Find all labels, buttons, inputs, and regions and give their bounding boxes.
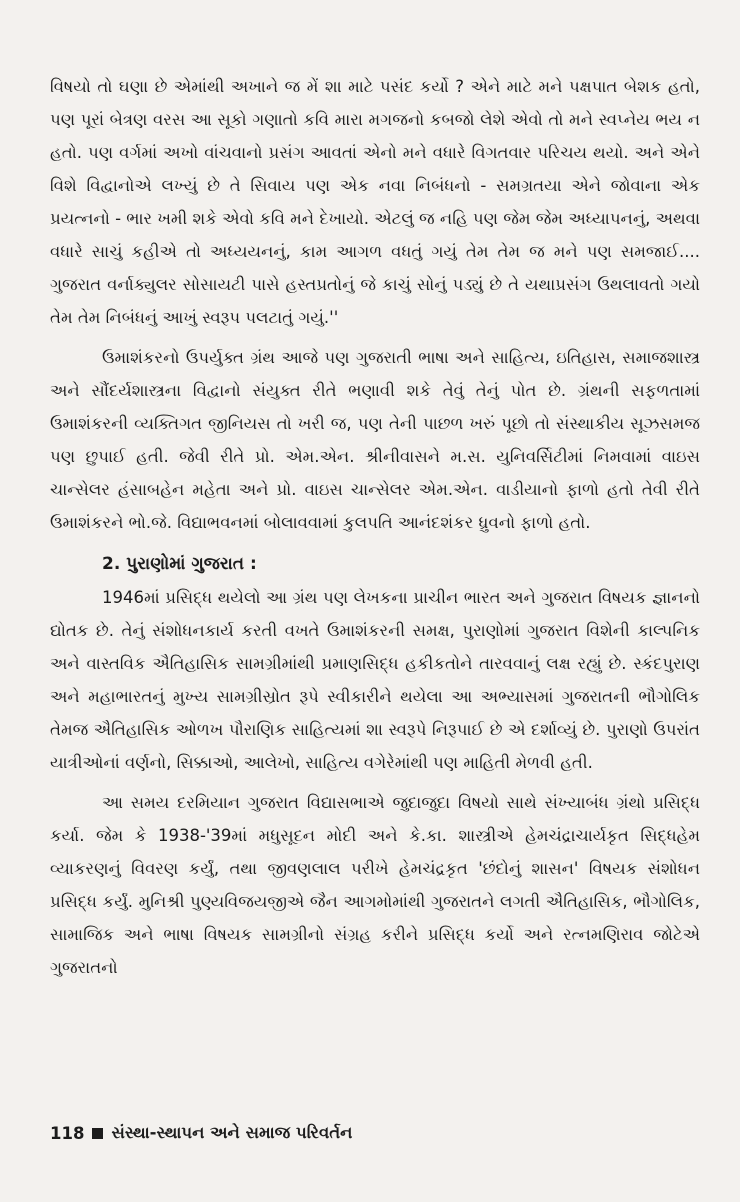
section-heading: 2. પુરાણોમાં ગુજરાત :: [102, 554, 257, 574]
paragraph-quote-end: વિષયો તો ઘણા છે એમાંથી અખાને જ મેં શા માટે પસંદ કર્યો ? એને માટે મને પક્ષપાત બેશક હતો, પણ પૂરાં બેત્રણ વરસ આ સૂકો ગણાતો કવિ મારા મગજનો કબજો લેશે એવો તો મને સ્વપ્નેય ભય ન હતો. પણ વર્ગમાં અખો વાંચવાનો પ્રસંગ આવતાં એનો મને વધારે વિગતવાર પરિચય થયો. અને એને વિશે વિદ્વાનોએ લખ્યું છે તે સિવાય પણ એક નવા નિબંધનો - સમગ્રતયા એને જોવાના એક પ્રયત્નનો - ભાર ખમી શકે એવો કવિ મને દેખાયો. એટલું જ નહિ પણ જેમ જેમ અધ્યાપનનું, અથવા વધારે સાચું કહીએ તો અધ્યયનનું, કામ આગળ વધતું ગયું તેમ તેમ જ મને પણ સમજાઈ.... ગુજરાત વર્નાક્યુલર સોસાયટી પાસે હસ્તપ્રતોનું જે કાચું સોનું પડ્યું છે તે યથાપ્રસંગ ઉથલાવતો ગયો તેમ તેમ નિબંધનું આખું સ્વરૂપ પલટાતું ગયું.'': [50, 77, 700, 327]
book-title: સંસ્થા-સ્થાપન અને સમાજ પરિવર્તન: [111, 1123, 353, 1142]
paragraph-puranas: 1946માં પ્રસિદ્ધ થયેલો આ ગ્રંથ પણ લેખકના પ્રાચીન ભારત અને ગુજરાત વિષયક જ્ઞાનનો દ્યોતક છે. તેનું સંશોધનકાર્ય કરતી વખતે ઉમાશંકરની સમક્ષ, પુરાણોમાં ગુજરાત વિશેની કાલ્પનિક અને વાસ્તવિક ઐતિહાસિક સામગ્રીમાંથી પ્રમાણસિદ્ધ હકીકતોને તારવવાનું લક્ષ રહ્યું છે. સ્કંદપુરાણ અને મહાભારતનું મુખ્ય સામગ્રીસ્રોત રૂપે સ્વીકારીને થયેલા આ અભ્યાસમાં ગુજરાતની ભૌગોલિક તેમજ ઐતિહાસિક ઓળખ પૌરાણિક સાહિત્યમાં શા સ્વરૂપે નિરૂપાઈ છે એ દર્શાવ્યું છે. પુરાણો ઉપરાંત યાત્રીઓનાં વર્ણનો, સિક્કાઓ, આલેખો, સાહિત્ય વગેરેમાંથી પણ માહિતી મેળવી હતી.: [50, 588, 700, 772]
body-text: [50, 70, 700, 984]
page-footer: [50, 1123, 352, 1143]
paragraph-umashankar-work: ઉમાશંકરનો ઉપર્યુક્ત ગ્રંથ આજે પણ ગુજરાતી ભાષા અને સાહિત્ય, ઇતિહાસ, સમાજશાસ્ત્ર અને સૌંદર્યશાસ્ત્રના વિદ્વાનો સંયુક્ત રીતે ભણાવી શકે તેવું તેનું પોત છે. ગ્રંથની સફળતામાં ઉમાશંકરની વ્યક્તિગત જીનિયસ તો ખરી જ, પણ તેની પાછળ ખરું પૂછો તો સંસ્થાકીય સૂઝસમજ પણ છુપાઈ હતી. જેવી રીતે પ્રો. એમ.એન. શ્રીનીવાસને મ.સ. યુનિવર્સિટીમાં નિમવામાં વાઇસ ચાન્સેલર હંસાબહેન મહેતા અને પ્રો. વાઇસ ચાન્સેલર એમ.એન. વાડીયાનો ફાળો હતો તેવી રીતે ઉમાશંકરને ભો.જે. વિદ્યાભવનમાં બોલાવવામાં કુલપતિ આનંદશંકર ધ્રુવનો ફાળો હતો.: [50, 348, 700, 532]
paragraph-vidyasabha: આ સમય દરમિયાન ગુજરાત વિદ્યાસભાએ જુદાજુદા વિષયો સાથે સંખ્યાબંધ ગ્રંથો પ્રસિદ્ધ કર્યા. જેમ કે 1938-'39માં મધુસૂદન મોદી અને કે.કા. શાસ્ત્રીએ હેમચંદ્રાચાર્યકૃત સિદ્ધહેમ વ્યાકરણનું વિવરણ કર્યું, તથા જીવણલાલ પરીખે હેમચંદ્રકૃત 'છંદોનું શાસન' વિષયક સંશોધન પ્રસિદ્ધ કર્યું. મુનિશ્રી પુણ્યવિજયજીએ જૈન આગમોમાંથી ગુજરાતને લગતી ઐતિહાસિક, ભૌગોલિક, સામાજિક અને ભાષા વિષયક સામગ્રીનો સંગ્રહ કરીને પ્રસિદ્ધ કર્યો અને રત્નમણિરાવ જોટેએ ગુજરાતનો: [50, 793, 700, 977]
page-number: 118: [50, 1123, 85, 1143]
square-bullet-icon: [92, 1128, 103, 1139]
